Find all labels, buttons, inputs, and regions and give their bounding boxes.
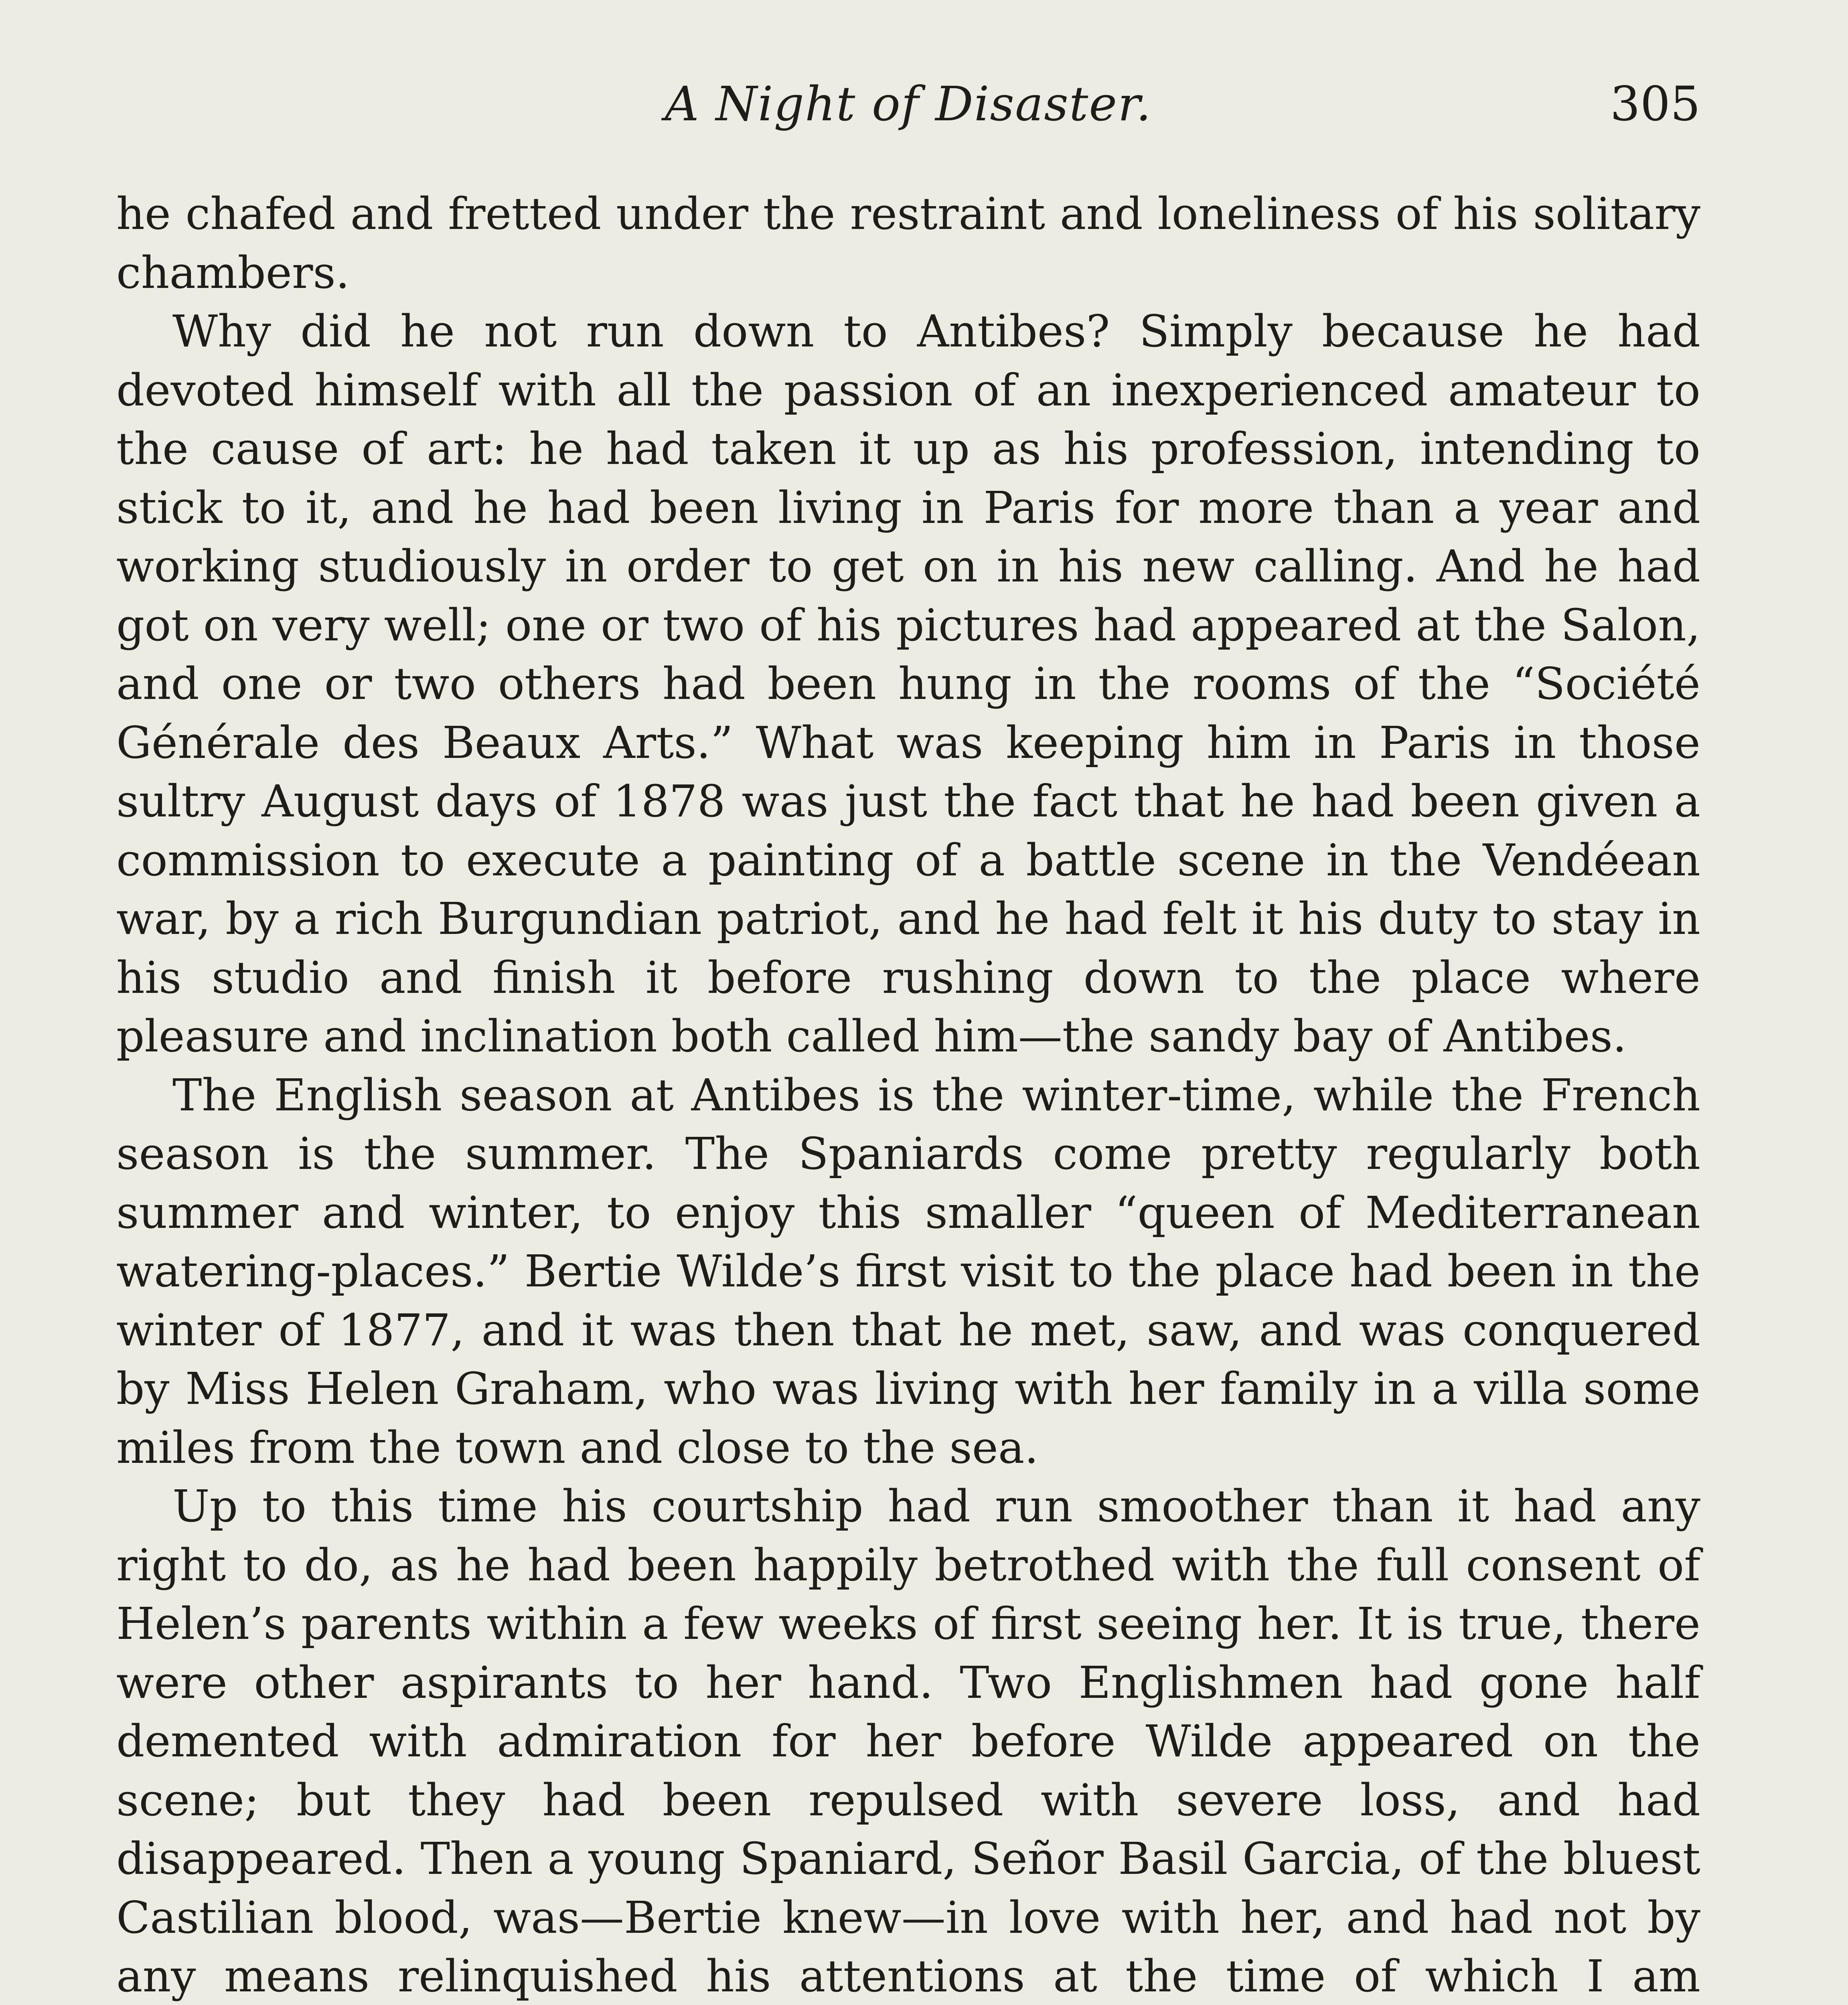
paragraph: he chafed and fretted under the restraint and loneliness of his solitary chambers.	[116, 188, 1700, 298]
paragraph: Up to this time his courtship had run smoother than it had any right to do, as he had been happily betrothed with the full consent of Helen’s parents within a few weeks of first seeing her. It is true, there were other aspirants to her hand. Two Englishmen had gone half demented with admiration for her before Wilde appeared on the scene; but they had been repulsed with severe loss, and had disappeared. Then a young Spaniard, Señor Basil Garcia, of the bluest Castilian blood, was—Bertie knew—in love with her, and had not by any means relinquished his attentions at the time of which I am	[116, 1480, 1700, 2002]
running-title: A Night of Disaster.	[665, 76, 1152, 132]
paragraph: The English season at Antibes is the winter-time, while the French season is the summer. The Spaniards come pretty regularly both summer and winter, to enjoy this smaller “queen of Mediterranean watering-places.” Bertie Wilde’s first visit to the place had been in the winter of 1877, and it was then that he met, saw, and was conquered by Miss Helen Graham, who was living with her family in a villa some miles from the town and close to the sea.	[116, 1069, 1700, 1473]
paragraph: Why did he not run down to Antibes? Simply because he had devoted himself with all the passion of an inexperienced amateur to the cause of art: he had taken it up as his profession, intending to stick to it, and he had been living in Paris for more than a year and working studiously in order to get on in his new calling. And he had got on very well; one or two of his pictures had appeared at the Salon, and one or two others had been hung in the rooms of the “Société Générale des Beaux Arts.” What was keeping him in Paris in those sultry August days of 1878 was just the fact that he had been given a commission to execute a painting of a battle scene in the Vendéean war, by a rich Burgundian patriot, and he had felt it his duty to stay in his studio and finish it before rushing down to the place where pleasure and inclination both called him—the sandy bay of Antibes.	[116, 306, 1700, 1062]
page-header	[116, 68, 1700, 148]
page-number: 305	[1610, 76, 1700, 132]
body-text	[116, 184, 1700, 2005]
